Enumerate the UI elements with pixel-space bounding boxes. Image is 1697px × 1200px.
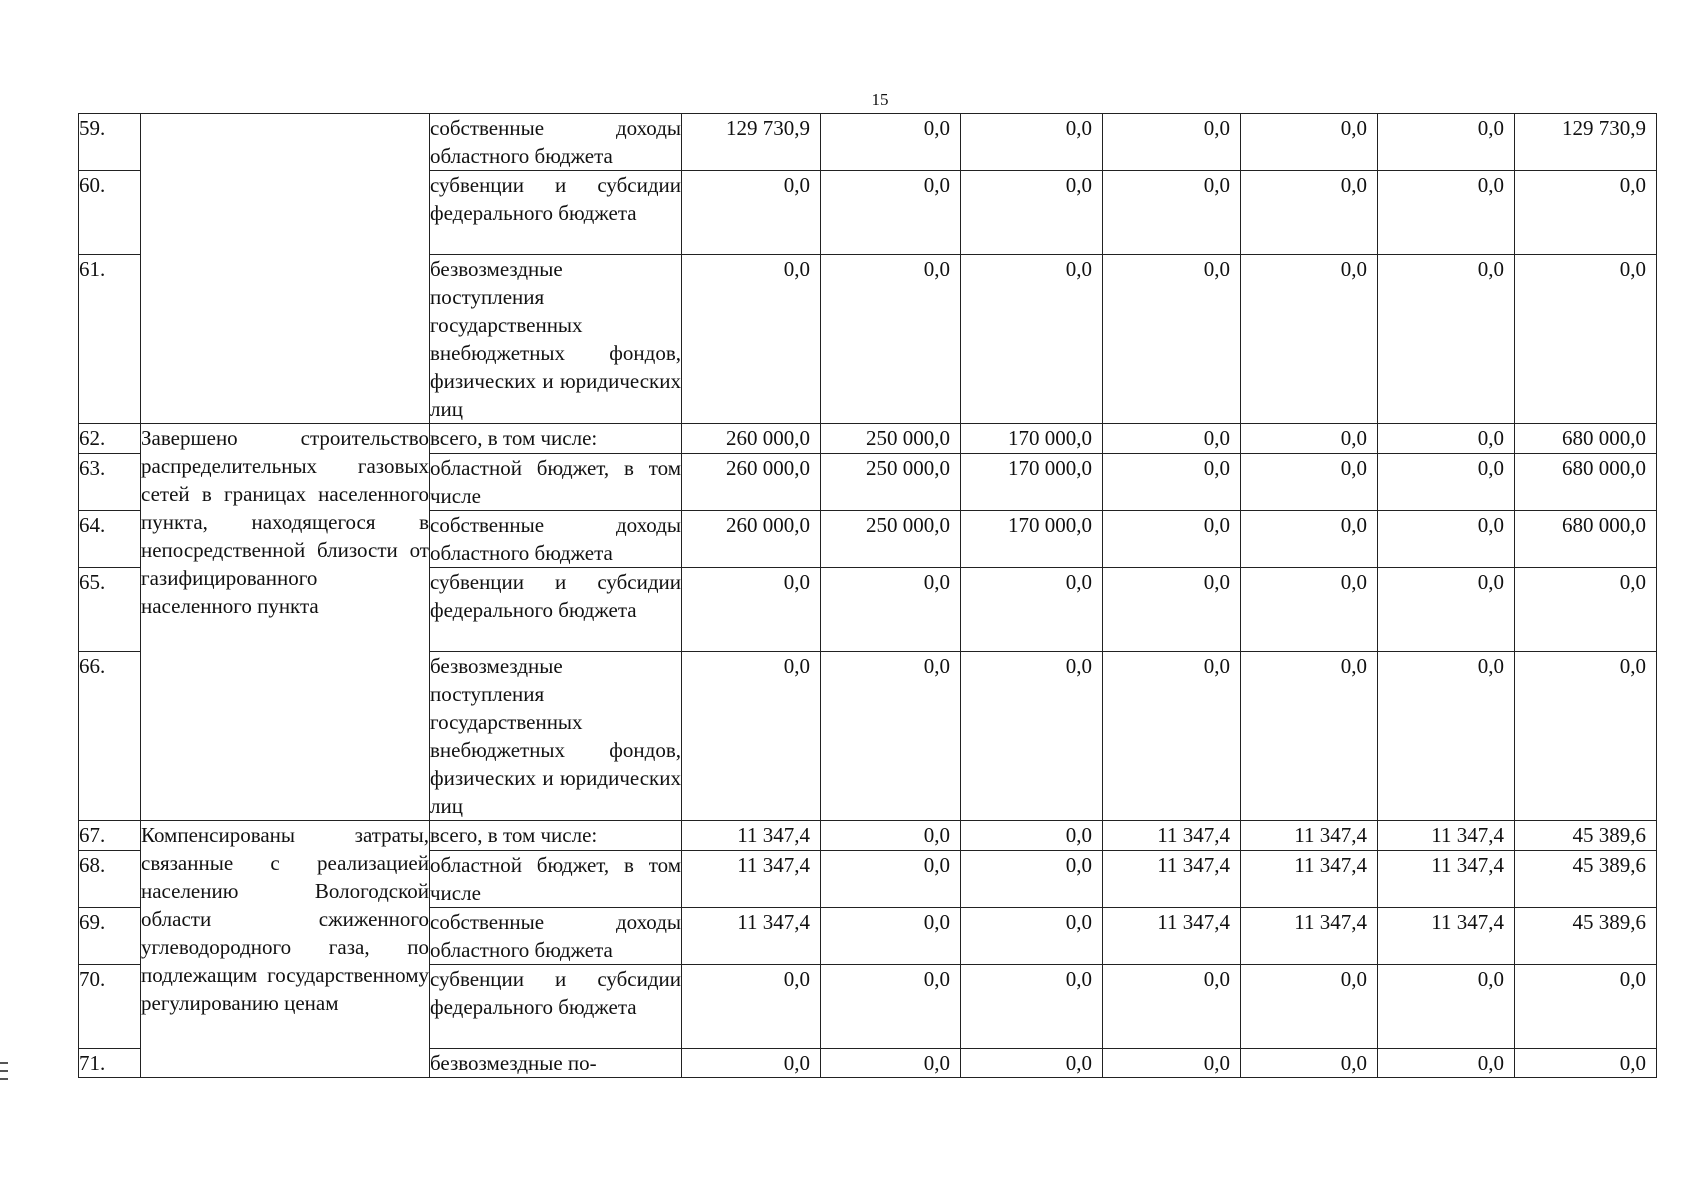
amount-cell: 0,0 [682,1049,821,1078]
row-number: 64. [79,511,141,568]
funding-source: областной бюджет, в том числе [430,454,682,511]
amount-cell: 11 347,4 [1103,821,1241,851]
amount-cell: 0,0 [961,821,1103,851]
amount-cell: 680 000,0 [1515,424,1657,454]
amount-cell: 0,0 [1103,255,1241,424]
amount-cell: 0,0 [821,255,961,424]
amount-cell: 260 000,0 [682,511,821,568]
amount-cell: 0,0 [821,965,961,1049]
amount-cell: 0,0 [1103,511,1241,568]
page-number: 15 [871,90,889,109]
row-number: 67. [79,821,141,851]
amount-cell: 11 347,4 [1241,851,1378,908]
table-row [79,821,1657,851]
row-number: 68. [79,851,141,908]
amount-cell: 0,0 [1515,652,1657,821]
amount-cell: 0,0 [1103,965,1241,1049]
table-row [79,114,1657,171]
amount-cell: 0,0 [1515,171,1657,255]
funding-source: субвенции и субсидии федерального бюджета [430,965,682,1049]
funding-source: собственные доходы областного бюджета [430,511,682,568]
amount-cell: 0,0 [1241,171,1378,255]
amount-cell: 0,0 [961,568,1103,652]
amount-cell: 11 347,4 [1241,821,1378,851]
amount-cell: 0,0 [821,114,961,171]
amount-cell: 0,0 [1103,568,1241,652]
funding-source: всего, в том числе: [430,821,682,851]
amount-cell: 170 000,0 [961,454,1103,511]
amount-cell: 0,0 [821,652,961,821]
amount-cell: 0,0 [961,965,1103,1049]
amount-cell: 0,0 [1378,424,1515,454]
amount-cell: 0,0 [1103,171,1241,255]
amount-cell: 0,0 [1515,255,1657,424]
amount-cell: 11 347,4 [682,821,821,851]
row-number: 61. [79,255,141,424]
row-number: 59. [79,114,141,171]
row-number: 66. [79,652,141,821]
amount-cell: 11 347,4 [1378,908,1515,965]
amount-cell: 0,0 [961,1049,1103,1078]
amount-cell: 0,0 [1241,1049,1378,1078]
amount-cell: 0,0 [1378,1049,1515,1078]
row-number: 60. [79,171,141,255]
amount-cell: 0,0 [1103,114,1241,171]
amount-cell: 0,0 [1103,652,1241,821]
amount-cell: 0,0 [1103,454,1241,511]
amount-cell: 0,0 [1378,511,1515,568]
amount-cell: 11 347,4 [1241,908,1378,965]
amount-cell: 260 000,0 [682,454,821,511]
funding-source: безвозмездные поступления государственных внебюджетных фондов, физических и юридических лиц [430,652,682,821]
funding-source: собственные доходы областного бюджета [430,114,682,171]
amount-cell: 0,0 [1378,965,1515,1049]
funding-source: безвозмездные поступления государственных внебюджетных фондов, физических и юридических лиц [430,255,682,424]
amount-cell: 0,0 [961,171,1103,255]
budget-table [78,113,1657,1078]
row-number: 65. [79,568,141,652]
table-row [79,424,1657,454]
amount-cell: 0,0 [1515,568,1657,652]
amount-cell: 0,0 [961,652,1103,821]
activity-description: Компенсированы затраты, связанные с реализацией населению Вологодской области сжиженного углеводородного газа, по подлежащим государственному регулированию ценам [141,821,430,1078]
row-number: 70. [79,965,141,1049]
amount-cell: 170 000,0 [961,424,1103,454]
amount-cell: 0,0 [1241,652,1378,821]
amount-cell: 0,0 [1241,255,1378,424]
amount-cell: 0,0 [682,171,821,255]
amount-cell: 0,0 [1103,1049,1241,1078]
amount-cell: 250 000,0 [821,424,961,454]
amount-cell: 170 000,0 [961,511,1103,568]
amount-cell: 11 347,4 [1103,851,1241,908]
amount-cell: 0,0 [1378,255,1515,424]
scan-marks [0,1062,8,1086]
row-number: 63. [79,454,141,511]
amount-cell: 0,0 [821,908,961,965]
amount-cell: 0,0 [682,652,821,821]
amount-cell: 0,0 [682,965,821,1049]
amount-cell: 0,0 [961,851,1103,908]
amount-cell: 0,0 [1515,1049,1657,1078]
amount-cell: 0,0 [1515,965,1657,1049]
amount-cell: 0,0 [1241,511,1378,568]
funding-source: собственные доходы областного бюджета [430,908,682,965]
amount-cell: 680 000,0 [1515,511,1657,568]
amount-cell: 11 347,4 [682,908,821,965]
amount-cell: 129 730,9 [1515,114,1657,171]
amount-cell: 250 000,0 [821,511,961,568]
activity-description: Завершено строительство распределительных газовых сетей в границах населенного пункта, находящегося в непосредственной близости от газифицированного населенного пункта [141,424,430,821]
amount-cell: 0,0 [821,171,961,255]
amount-cell: 0,0 [961,908,1103,965]
amount-cell: 0,0 [961,255,1103,424]
row-number: 69. [79,908,141,965]
funding-source: безвозмездные по- [430,1049,682,1078]
amount-cell: 0,0 [821,568,961,652]
amount-cell: 680 000,0 [1515,454,1657,511]
row-number: 71. [79,1049,141,1078]
amount-cell: 129 730,9 [682,114,821,171]
funding-source: субвенции и субсидии федерального бюджета [430,171,682,255]
funding-source: областной бюджет, в том числе [430,851,682,908]
amount-cell: 45 389,6 [1515,821,1657,851]
amount-cell: 0,0 [1241,454,1378,511]
amount-cell: 11 347,4 [682,851,821,908]
amount-cell: 250 000,0 [821,454,961,511]
amount-cell: 260 000,0 [682,424,821,454]
amount-cell: 0,0 [1103,424,1241,454]
amount-cell: 0,0 [1378,568,1515,652]
amount-cell: 0,0 [1378,114,1515,171]
activity-description [141,114,430,424]
amount-cell: 45 389,6 [1515,851,1657,908]
row-number: 62. [79,424,141,454]
amount-cell: 0,0 [961,114,1103,171]
amount-cell: 0,0 [1378,652,1515,821]
amount-cell: 0,0 [1241,424,1378,454]
amount-cell: 0,0 [821,821,961,851]
funding-source: всего, в том числе: [430,424,682,454]
amount-cell: 0,0 [682,568,821,652]
amount-cell: 0,0 [1378,454,1515,511]
amount-cell: 0,0 [821,851,961,908]
amount-cell: 11 347,4 [1103,908,1241,965]
amount-cell: 11 347,4 [1378,821,1515,851]
amount-cell: 11 347,4 [1378,851,1515,908]
amount-cell: 0,0 [821,1049,961,1078]
amount-cell: 45 389,6 [1515,908,1657,965]
amount-cell: 0,0 [1378,171,1515,255]
amount-cell: 0,0 [1241,568,1378,652]
amount-cell: 0,0 [1241,965,1378,1049]
amount-cell: 0,0 [1241,114,1378,171]
funding-source: субвенции и субсидии федерального бюджета [430,568,682,652]
amount-cell: 0,0 [682,255,821,424]
